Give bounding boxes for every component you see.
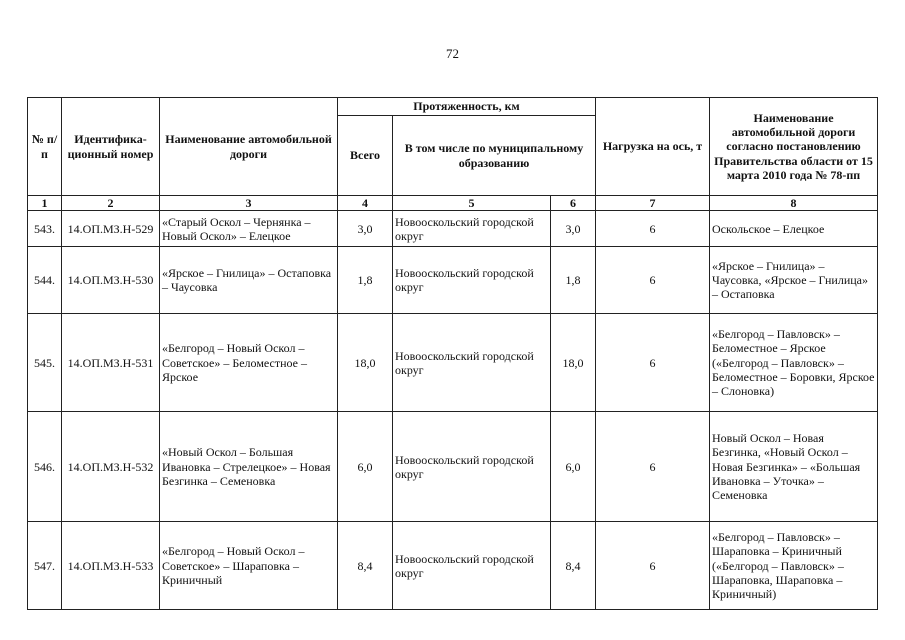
column-number: 3 — [160, 196, 338, 211]
row-old-name: «Белгород – Павловск» – Беломестное – Ярское («Белгород – Павловск» – Беломестное – Боровки, Ярское – Слоновка) — [710, 314, 878, 412]
table-row — [28, 247, 878, 314]
column-number: 6 — [551, 196, 596, 211]
header-length-group: Протяженность, км — [338, 98, 596, 116]
roads-table — [27, 97, 878, 610]
row-municipality-length: 1,8 — [551, 247, 596, 314]
row-id: 14.ОП.МЗ.Н-529 — [62, 211, 160, 247]
page-number: 72 — [446, 46, 459, 61]
column-number: 8 — [710, 196, 878, 211]
row-number: 545. — [28, 314, 62, 412]
row-axle-load: 6 — [596, 247, 710, 314]
row-municipality-length: 8,4 — [551, 522, 596, 610]
row-total-length: 3,0 — [338, 211, 393, 247]
column-number: 4 — [338, 196, 393, 211]
row-road-name: «Новый Оскол – Большая Ивановка – Стрелецкое» – Новая Безгинка – Семеновка — [160, 412, 338, 522]
row-municipality: Новооскольский городской округ — [393, 211, 551, 247]
row-id: 14.ОП.МЗ.Н-532 — [62, 412, 160, 522]
row-road-name: «Белгород – Новый Оскол – Советское» – Беломестное – Ярское — [160, 314, 338, 412]
row-municipality-length: 18,0 — [551, 314, 596, 412]
row-old-name: Новый Оскол – Новая Безгинка, «Новый Оскол – Новая Безгинка» – «Большая Ивановка – Уточка» – Семеновка — [710, 412, 878, 522]
row-number: 543. — [28, 211, 62, 247]
row-road-name: «Белгород – Новый Оскол – Советское» – Шараповка – Криничный — [160, 522, 338, 610]
column-number: 1 — [28, 196, 62, 211]
column-number: 2 — [62, 196, 160, 211]
row-number: 544. — [28, 247, 62, 314]
row-axle-load: 6 — [596, 412, 710, 522]
table-row — [28, 314, 878, 412]
row-axle-load: 6 — [596, 314, 710, 412]
row-number: 546. — [28, 412, 62, 522]
row-municipality: Новооскольский городской округ — [393, 522, 551, 610]
row-id: 14.ОП.МЗ.Н-531 — [62, 314, 160, 412]
row-municipality: Новооскольский городской округ — [393, 247, 551, 314]
row-road-name: «Ярское – Гнилица» – Остаповка – Чаусовка — [160, 247, 338, 314]
table-row — [28, 522, 878, 610]
row-municipality: Новооскольский городской округ — [393, 314, 551, 412]
row-municipality-length: 3,0 — [551, 211, 596, 247]
row-axle-load: 6 — [596, 211, 710, 247]
row-id: 14.ОП.МЗ.Н-530 — [62, 247, 160, 314]
row-road-name: «Старый Оскол – Чернянка – Новый Оскол» – Елецкое — [160, 211, 338, 247]
table-row — [28, 211, 878, 247]
column-number: 5 — [393, 196, 551, 211]
table-row — [28, 412, 878, 522]
row-old-name: «Ярское – Гнилица» – Чаусовка, «Ярское – Гнилица» – Остаповка — [710, 247, 878, 314]
header-id-number: Идентифика-ционный номер — [62, 98, 160, 196]
row-old-name: Оскольское – Елецкое — [710, 211, 878, 247]
header-total: Всего — [338, 116, 393, 196]
column-number: 7 — [596, 196, 710, 211]
row-total-length: 6,0 — [338, 412, 393, 522]
row-number: 547. — [28, 522, 62, 610]
row-axle-load: 6 — [596, 522, 710, 610]
header-num: № п/п — [28, 98, 62, 196]
column-numbers-row — [28, 196, 878, 211]
header-name-per-resolution: Наименование автомобильной дороги согласно постановлению Правительства области от 15 марта 2010 года № 78-пп — [710, 98, 878, 196]
header-road-name: Наименование автомобильной дороги — [160, 98, 338, 196]
header-axle-load: Нагрузка на ось, т — [596, 98, 710, 196]
row-municipality: Новооскольский городской округ — [393, 412, 551, 522]
row-total-length: 1,8 — [338, 247, 393, 314]
row-total-length: 18,0 — [338, 314, 393, 412]
row-id: 14.ОП.МЗ.Н-533 — [62, 522, 160, 610]
row-total-length: 8,4 — [338, 522, 393, 610]
row-municipality-length: 6,0 — [551, 412, 596, 522]
header-by-municipality: В том числе по муниципальному образованию — [393, 116, 596, 196]
row-old-name: «Белгород – Павловск» – Шараповка – Криничный («Белгород – Павловск» – Шараповка, Шараповка – Криничный) — [710, 522, 878, 610]
